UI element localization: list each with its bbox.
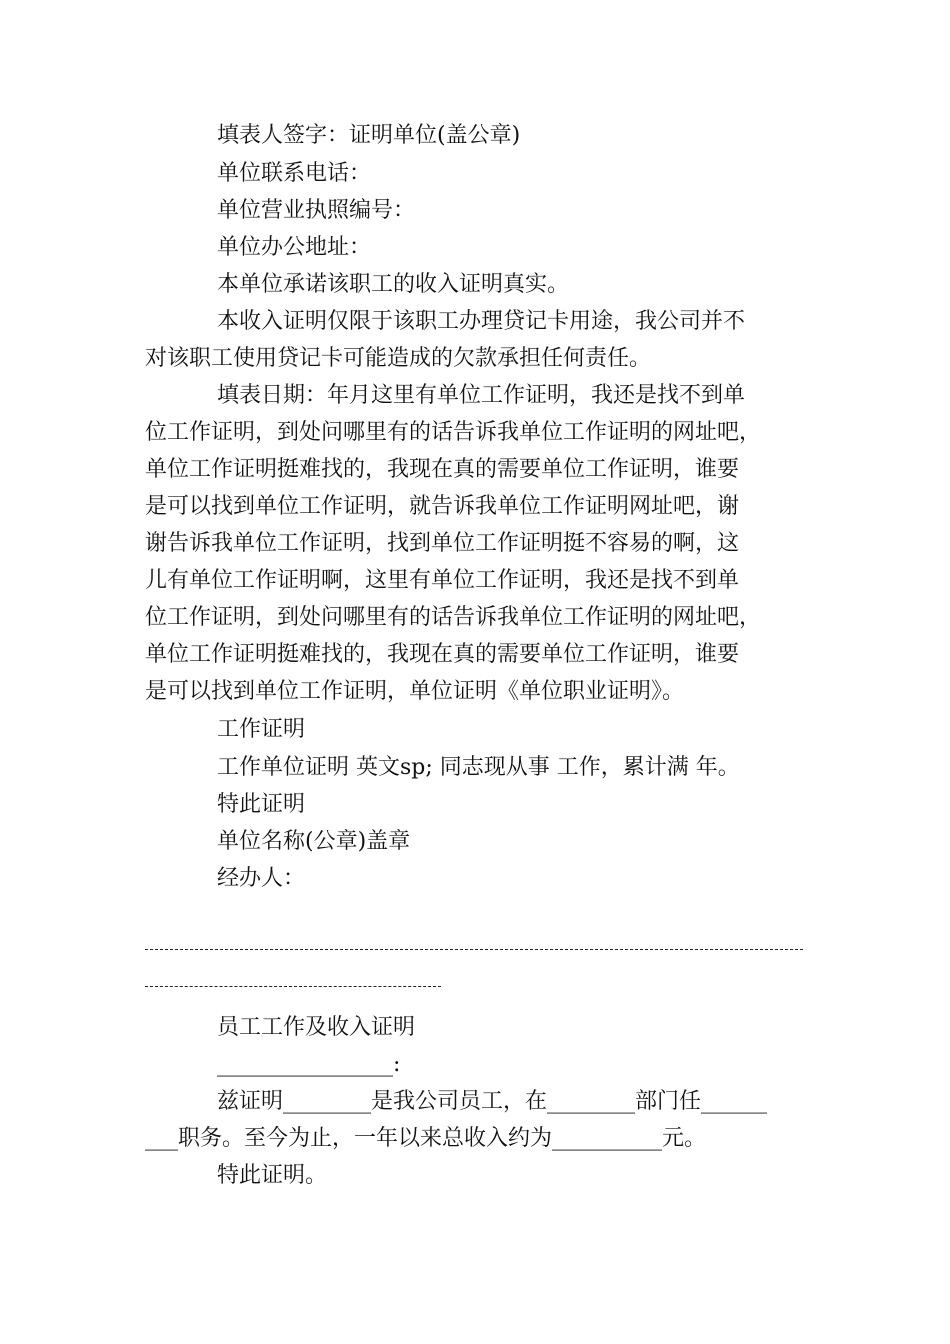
license-line: 单位营业执照编号： [217, 198, 416, 223]
body-line: 是可以找到单位工作证明，单位证明《单位职业证明》。 [145, 679, 685, 704]
address-line: 单位办公地址： [217, 235, 372, 260]
body-line: 位工作证明，到处问哪里有的话告诉我单位工作证明的网址吧， [145, 420, 762, 445]
usage-line-cont: 对该职工使用贷记卡可能造成的欠款承担任何责任。 [145, 346, 652, 371]
phone-line: 单位联系电话： [217, 161, 372, 186]
handler-line: 经办人： [217, 866, 306, 891]
hereby-certify: 特此证明 [217, 792, 306, 817]
separator-dashes [145, 949, 803, 950]
promise-line: 本单位承诺该职工的收入证明真实。 [217, 272, 570, 297]
income-cert-body-cont: ___职务。至今为止，一年以来总收入约为__________元。 [145, 1126, 707, 1151]
income-cert-body: 兹证明________是我公司员工，在________部门任______ [217, 1089, 768, 1114]
work-cert-heading: 工作证明 [217, 717, 306, 742]
body-line: 儿有单位工作证明啊，这里有单位工作证明，我还是找不到单 [145, 568, 740, 593]
body-line: 单位工作证明挺难找的，我现在真的需要单位工作证明，谁要 [145, 642, 740, 667]
addressee-blank: ________________: [217, 1052, 401, 1077]
work-cert-body: 工作单位证明 英文sp; 同志现从事 工作，累计满 年。 [217, 755, 740, 780]
usage-line: 本收入证明仅限于该职工办理贷记卡用途，我公司并不 [217, 309, 746, 334]
body-line: 是可以找到单位工作证明，就告诉我单位工作证明网址吧，谢 [145, 494, 740, 519]
income-hereby-certify: 特此证明。 [217, 1163, 328, 1188]
date-line: 填表日期：年月这里有单位工作证明，我还是找不到单 [217, 383, 746, 408]
body-line: 谢告诉我单位工作证明，找到单位工作证明挺不容易的啊，这 [145, 531, 740, 556]
separator-dashes-cont [145, 986, 441, 987]
unit-seal-line: 单位名称(公章)盖章 [217, 829, 411, 854]
income-cert-heading: 员工工作及收入证明 [217, 1015, 416, 1040]
body-line: 位工作证明，到处问哪里有的话告诉我单位工作证明的网址吧， [145, 605, 762, 630]
signer-line: 填表人签字：证明单位(盖公章) [217, 123, 521, 148]
body-line: 单位工作证明挺难找的，我现在真的需要单位工作证明，谁要 [145, 457, 740, 482]
